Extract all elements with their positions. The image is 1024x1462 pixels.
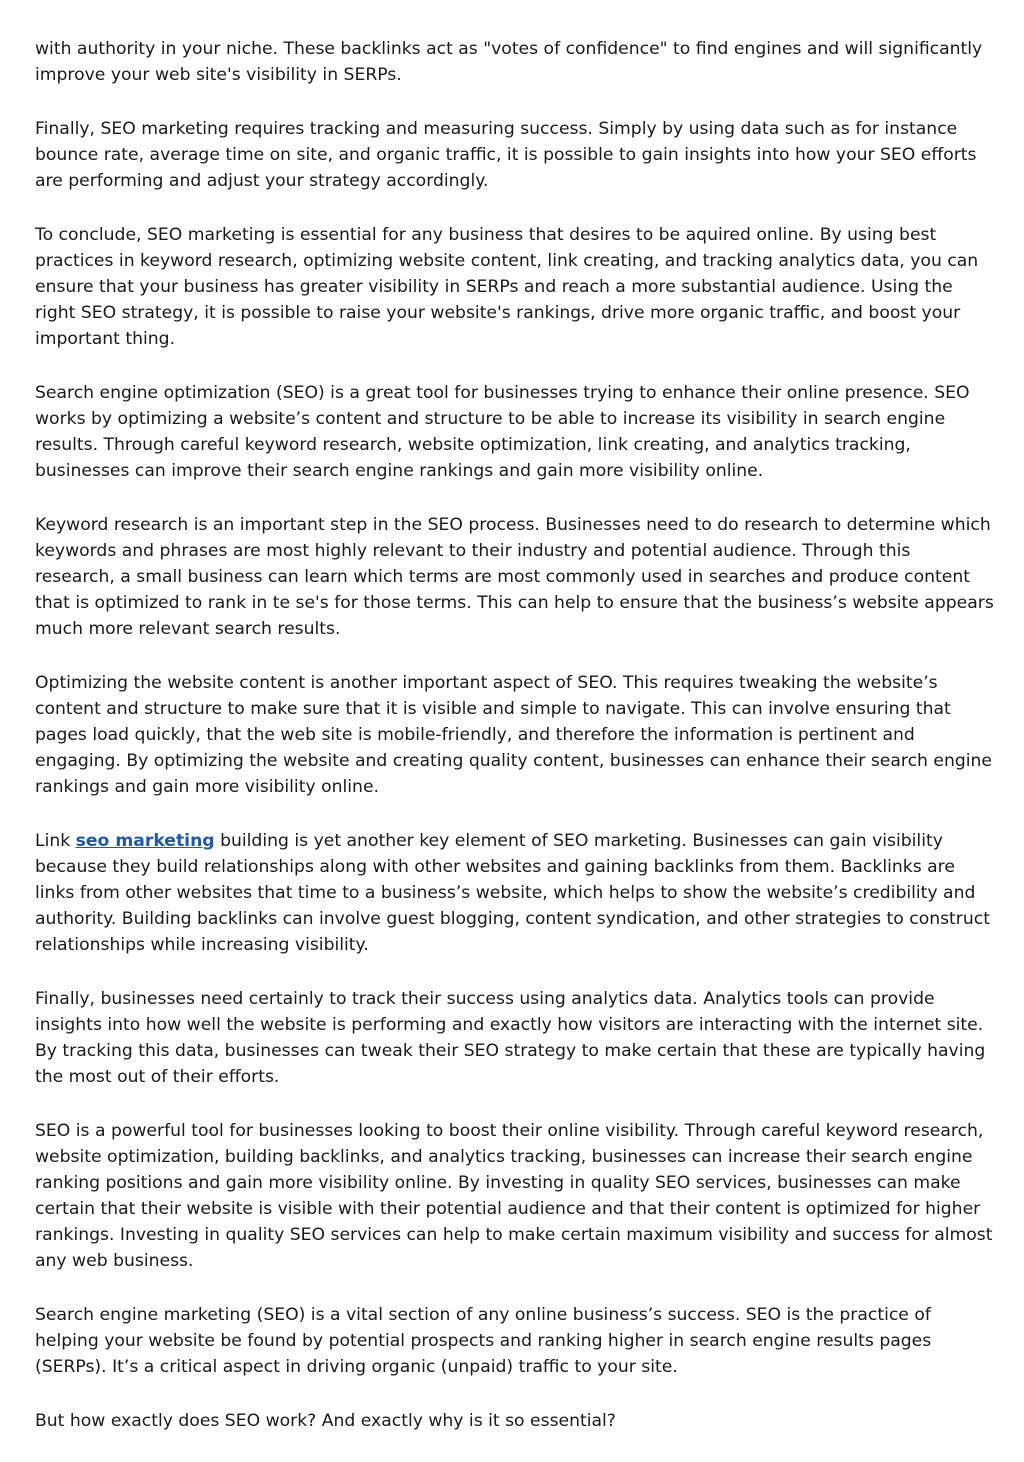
paragraph: Search engine marketing (SEO) is a vital section of any online business’s success. SEO is the practice of helping your website be found by potential prospects and ranking higher in search engine results pages (SERPs). It’s a critical aspect in driving organic (unpaid) traffic to your site.: [35, 1305, 932, 1377]
paragraph: Finally, businesses need certainly to track their success using analytics data. Analytics tools can provide insights into how well the website is performing and exactly how visitors are interacting with the internet site. By tracking this data, businesses can tweak their SEO strategy to make certain that these are typically having the most out of their efforts.: [35, 989, 986, 1087]
paragraph: But how exactly does SEO work? And exactly why is it so essential?: [35, 1411, 616, 1431]
paragraph: To conclude, SEO marketing is essential for any business that desires to be aquired online. By using best practices in keyword research, optimizing website content, link creating, and tracking analytics data, you can ensure that your business has greater visibility in SERPs and reach a more substantial audience. Using the right SEO strategy, it is possible to raise your website's rankings, drive more organic traffic, and boost your important thing.: [35, 225, 979, 349]
paragraph: with authority in your niche. These backlinks act as "votes of confidence" to find engines and will significantly improve your web site's visibility in SERPs.: [35, 39, 983, 85]
paragraph: Search engine optimization (SEO) is a great tool for businesses trying to enhance their online presence. SEO works by optimizing a website’s content and structure to be able to increase its visibility in search engine results. Through careful keyword research, website optimization, link creating, and analytics tracking, businesses can improve their search engine rankings and gain more visibility online.: [35, 383, 970, 481]
paragraph-text-before-link: Link: [35, 831, 76, 851]
paragraph: SEO is a powerful tool for businesses looking to boost their online visibility. Through careful keyword research, website optimization, building backlinks, and analytics tracking, businesses can increase their search engine ranking positions and gain more visibility online. By investing in quality SEO services, businesses can make certain that their website is visible with their potential audience and that their content is optimized for higher rankings. Investing in quality SEO services can help to make certain maximum visibility and success for almost any web business.: [35, 1121, 993, 1271]
paragraph-with-link: [35, 828, 995, 958]
paragraph: Finally, SEO marketing requires tracking and measuring success. Simply by using data such as for instance bounce rate, average time on site, and organic traffic, it is possible to gain insights into how your SEO efforts are performing and adjust your strategy accordingly.: [35, 119, 977, 191]
paragraph: Keyword research is an important step in the SEO process. Businesses need to do research to determine which keywords and phrases are most highly relevant to their industry and potential audience. Through this research, a small business can learn which terms are most commonly used in searches and produce content that is optimized to rank in te se's for those terms. This can help to ensure that the business’s website appears much more relevant search results.: [35, 515, 994, 639]
paragraph: Optimizing the website content is another important aspect of SEO. This requires tweaking the website’s content and structure to make sure that it is visible and simple to navigate. This can involve ensuring that pages load quickly, that the web site is mobile-friendly, and therefore the information is pertinent and engaging. By optimizing the website and creating quality content, businesses can enhance their search engine rankings and gain more visibility online.: [35, 673, 993, 797]
seo-marketing-link[interactable]: seo marketing: [75, 831, 215, 851]
document-body: [35, 36, 995, 1462]
paragraph-text-after-link: building is yet another key element of SEO marketing. Businesses can gain visibility because they build relationships along with other websites and gaining backlinks from them. Backlinks are links from other websites that time to a business’s website, which helps to show the website’s credibility and authority. Building backlinks can involve guest blogging, content syndication, and other strategies to construct relationships while increasing visibility.: [35, 831, 990, 955]
